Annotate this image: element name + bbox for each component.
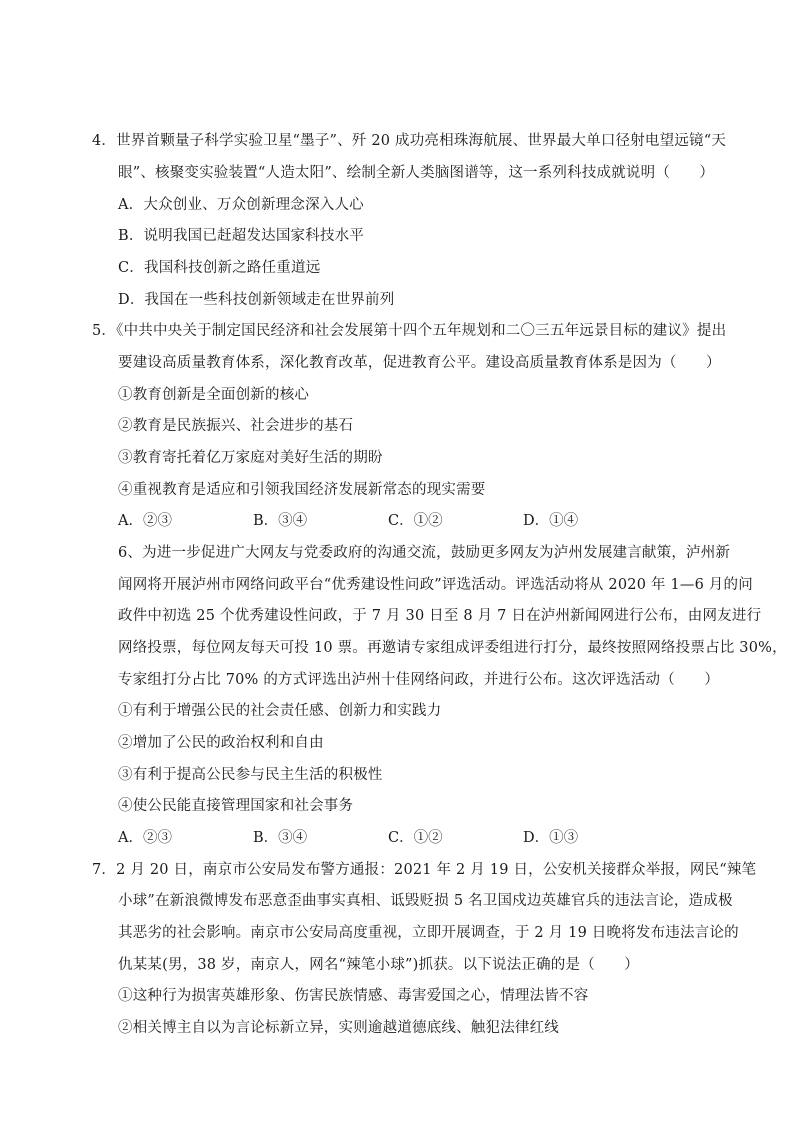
q6-statement-3: ③有利于提高公民参与民主生活的积极性: [118, 767, 383, 783]
q5-statement-1: ①教育创新是全面创新的核心: [118, 387, 310, 403]
q5-statement-2: ②教育是民族振兴、社会进步的基石: [118, 418, 354, 434]
q6-statement-4: ④使公民能直接管理国家和社会事务: [118, 798, 354, 814]
q6-line5: 专家组打分占比 70% 的方式评选出泸州十佳网络问政，并进行公布。这次评选活动（ ）: [118, 672, 720, 688]
q6-line1: 6、为进一步促进广大网友与党委政府的沟通交流，鼓励更多网友为泸州发展建言献策，泸州新: [118, 545, 731, 561]
q6-choice-a: A．②③: [118, 830, 172, 846]
q7-statement-2: ②相关博主自以为言论标新立异，实则逾越道德底线、触犯法律红线: [118, 1020, 559, 1036]
q4-option-c: C．我国科技创新之路任重道远: [118, 260, 321, 276]
q4-option-a: A．大众创业、万众创新理念深入人心: [118, 197, 364, 213]
q6-line3: 政件中初选 25 个优秀建设性问政，于 7 月 30 日至 8 月 7 日在泸州新闻网进行公布，由网友进行: [118, 608, 762, 624]
q5-stem-line1: 5．《中共中央关于制定国民经济和社会发展第十四个五年规划和二〇三五年远景目标的建议》提出: [92, 323, 727, 339]
q6-statement-1: ①有利于增强公民的社会责任感、创新力和实践力: [118, 703, 442, 719]
q6-statement-2: ②增加了公民的政治权利和自由: [118, 735, 324, 751]
q6-choice-d: D．①③: [523, 830, 579, 846]
q7-line4: 仇某某(男，38 岁，南京人，网名“辣笔小球”)抓获。以下说法正确的是（ ）: [118, 957, 639, 973]
q6-choice-b: B．③④: [253, 830, 308, 846]
q4-option-b: B．说明我国已赶超发达国家科技水平: [118, 228, 365, 244]
q4-option-d: D．我国在一些科技创新领域走在世界前列: [118, 292, 395, 308]
q5-statement-4: ④重视教育是适应和引领我国经济发展新常态的现实需要: [118, 482, 486, 498]
q7-line3: 其恶劣的社会影响。南京市公安局高度重视，立即开展调查，于 2 月 19 日晚将发布违法言论的: [118, 925, 739, 941]
q5-choice-c: C．①②: [388, 513, 443, 529]
q7-statement-1: ①这种行为损害英雄形象、伤害民族情感、毒害爱国之心，情理法皆不容: [118, 988, 589, 1004]
q5-choice-b: B．③④: [253, 513, 308, 529]
q5-choice-d: D．①④: [523, 513, 579, 529]
q6-choice-c: C．①②: [388, 830, 443, 846]
q5-choices: [118, 511, 638, 531]
q5-statement-3: ③教育寄托着亿万家庭对美好生活的期盼: [118, 450, 383, 466]
q6-choices: [118, 828, 638, 848]
q5-stem-line2: 要建设高质量教育体系，深化教育改革，促进教育公平。建设高质量教育体系是因为（ ）: [118, 355, 721, 371]
q6-line4: 网络投票，每位网友每天可投 10 票。再邀请专家组成评委组进行打分，最终按照网络投票占比 30%，: [118, 640, 787, 656]
q4-stem-line2: 眼”、核聚变实验装置“人造太阳”、绘制全新人类脑图谱等，这一系列科技成就说明（ ）: [118, 165, 715, 181]
q7-line2: 小球”在新浪微博发布恶意歪曲事实真相、诋毁贬损 5 名卫国戍边英雄官兵的违法言论，造成极: [118, 893, 733, 909]
q5-choice-a: A．②③: [118, 513, 172, 529]
q6-line2: 闻网将开展泸州市网络问政平台“优秀建设性问政”评选活动。评选活动将从 2020 年 1—6 月的问: [118, 577, 753, 593]
q7-line1: 7．2 月 20 日，南京市公安局发布警方通报：2021 年 2 月 19 日，公安机关接群众举报，网民“辣笔: [92, 862, 757, 878]
q4-stem-line1: 4．世界首颗量子科学实验卫星“墨子”、歼 20 成功亮相珠海航展、世界最大单口径射电望远镜“天: [92, 133, 727, 149]
